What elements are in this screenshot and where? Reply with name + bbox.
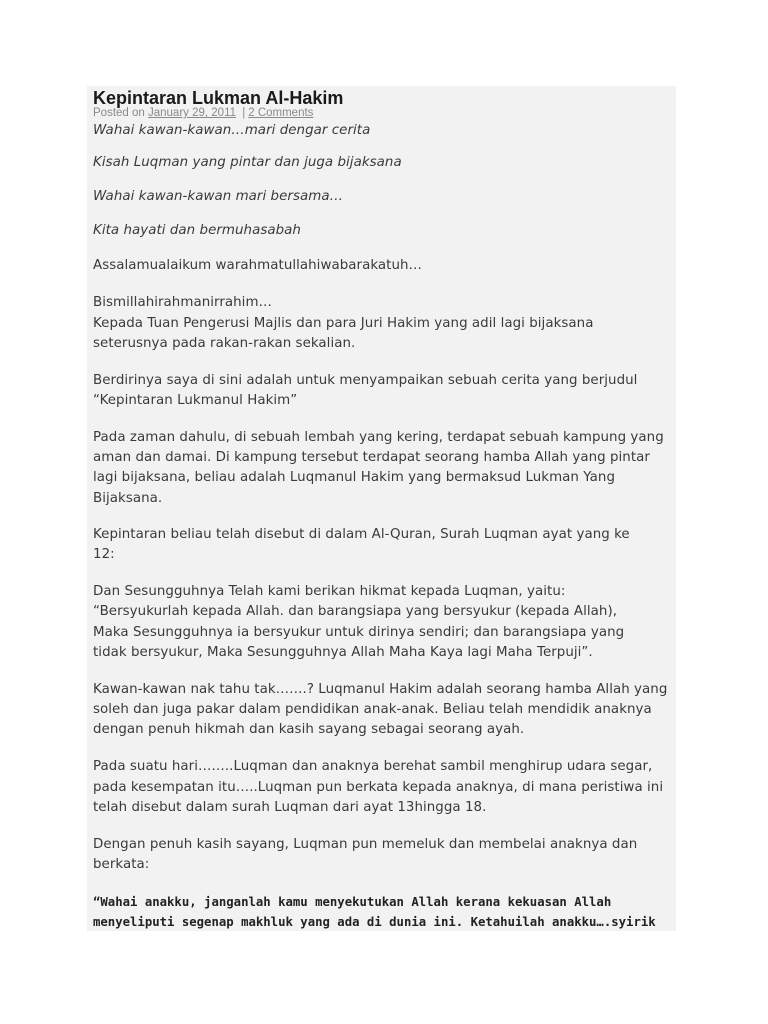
verse-line: Kita hayati dan bermuhasabah xyxy=(93,223,301,238)
paragraph-line: Maka Sesungguhnya ia bersyukur untuk dirinya sendiri; dan barangsiapa yang xyxy=(93,625,625,640)
article-panel xyxy=(87,86,676,931)
comments-link[interactable]: 2 Comments xyxy=(248,107,314,119)
paragraph-line: soleh dan juga pakar dalam pendidikan anak-anak. Beliau telah mendidik anaknya xyxy=(93,702,652,717)
bold-quote-line: “Wahai anakku, janganlah kamu menyekutukan Allah kerana kekuasan Allah xyxy=(93,895,612,909)
paragraph-line: dengan penuh hikmah dan kasih sayang sebagai seorang ayah. xyxy=(93,722,525,737)
paragraph-line: Dan Sesungguhnya Telah kami berikan hikmat kepada Luqman, yaitu: xyxy=(93,584,566,599)
greeting-line: Assalamualaikum warahmatullahiwabarakatuh… xyxy=(93,258,422,273)
paragraph-line: Dengan penuh kasih sayang, Luqman pun memeluk dan membelai anaknya dan xyxy=(93,837,638,852)
paragraph-line: 12: xyxy=(93,547,115,562)
paragraph-line: berkata: xyxy=(93,857,150,872)
paragraph-line: Pada zaman dahulu, di sebuah lembah yang kering, terdapat sebuah kampung yang xyxy=(93,430,664,445)
post-date-link[interactable]: January 29, 2011 xyxy=(148,107,237,119)
verse-line: Wahai kawan-kawan mari bersama… xyxy=(93,189,344,204)
paragraph-line: tidak bersyukur, Maka Sesungguhnya Allah Maha Kaya lagi Maha Terpuji”. xyxy=(93,645,593,660)
paragraph-line: Berdirinya saya di sini adalah untuk menyampaikan sebuah cerita yang berjudul xyxy=(93,373,638,388)
post-title: Kepintaran Lukman Al-Hakim xyxy=(93,88,344,108)
paragraph-line: seterusnya pada rakan-rakan sekalian. xyxy=(93,336,356,351)
paragraph-line: lagi bijaksana, beliau adalah Luqmanul Hakim yang bermaksud Lukman Yang xyxy=(93,470,616,485)
paragraph-line: telah disebut dalam surah Luqman dari ayat 13hingga 18. xyxy=(93,800,487,815)
paragraph-line: Bijaksana. xyxy=(93,491,163,506)
paragraph-line: Kawan-kawan nak tahu tak…….? Luqmanul Hakim adalah seorang hamba Allah yang xyxy=(93,682,668,697)
posted-on-label: Posted on xyxy=(93,107,145,119)
paragraph-line: Kepada Tuan Pengerusi Majlis dan para Juri Hakim yang adil lagi bijaksana xyxy=(93,316,594,331)
meta-separator: | xyxy=(242,107,246,119)
verse-line: Kisah Luqman yang pintar dan juga bijaksana xyxy=(93,155,402,170)
post-meta xyxy=(93,107,313,119)
paragraph-line: Bismillahirahmanirrahim… xyxy=(93,295,272,310)
verse-line: Wahai kawan-kawan…mari dengar cerita xyxy=(93,123,371,138)
paragraph-line: aman dan damai. Di kampung tersebut terdapat seorang hamba Allah yang pintar xyxy=(93,450,650,465)
bold-quote-line: menyeliputi segenap makhluk yang ada di dunia ini. Ketahuilah anakku….syirik xyxy=(93,915,656,929)
paragraph-line: pada kesempatan itu…..Luqman pun berkata kepada anaknya, di mana peristiwa ini xyxy=(93,780,664,795)
paragraph-line: Pada suatu hari……..Luqman dan anaknya berehat sambil menghirup udara segar, xyxy=(93,759,653,774)
paragraph-line: “Kepintaran Lukmanul Hakim” xyxy=(93,393,298,408)
paragraph-line: Kepintaran beliau telah disebut di dalam Al-Quran, Surah Luqman ayat yang ke xyxy=(93,527,630,542)
paragraph-line: “Bersyukurlah kepada Allah. dan barangsiapa yang bersyukur (kepada Allah), xyxy=(93,604,618,619)
